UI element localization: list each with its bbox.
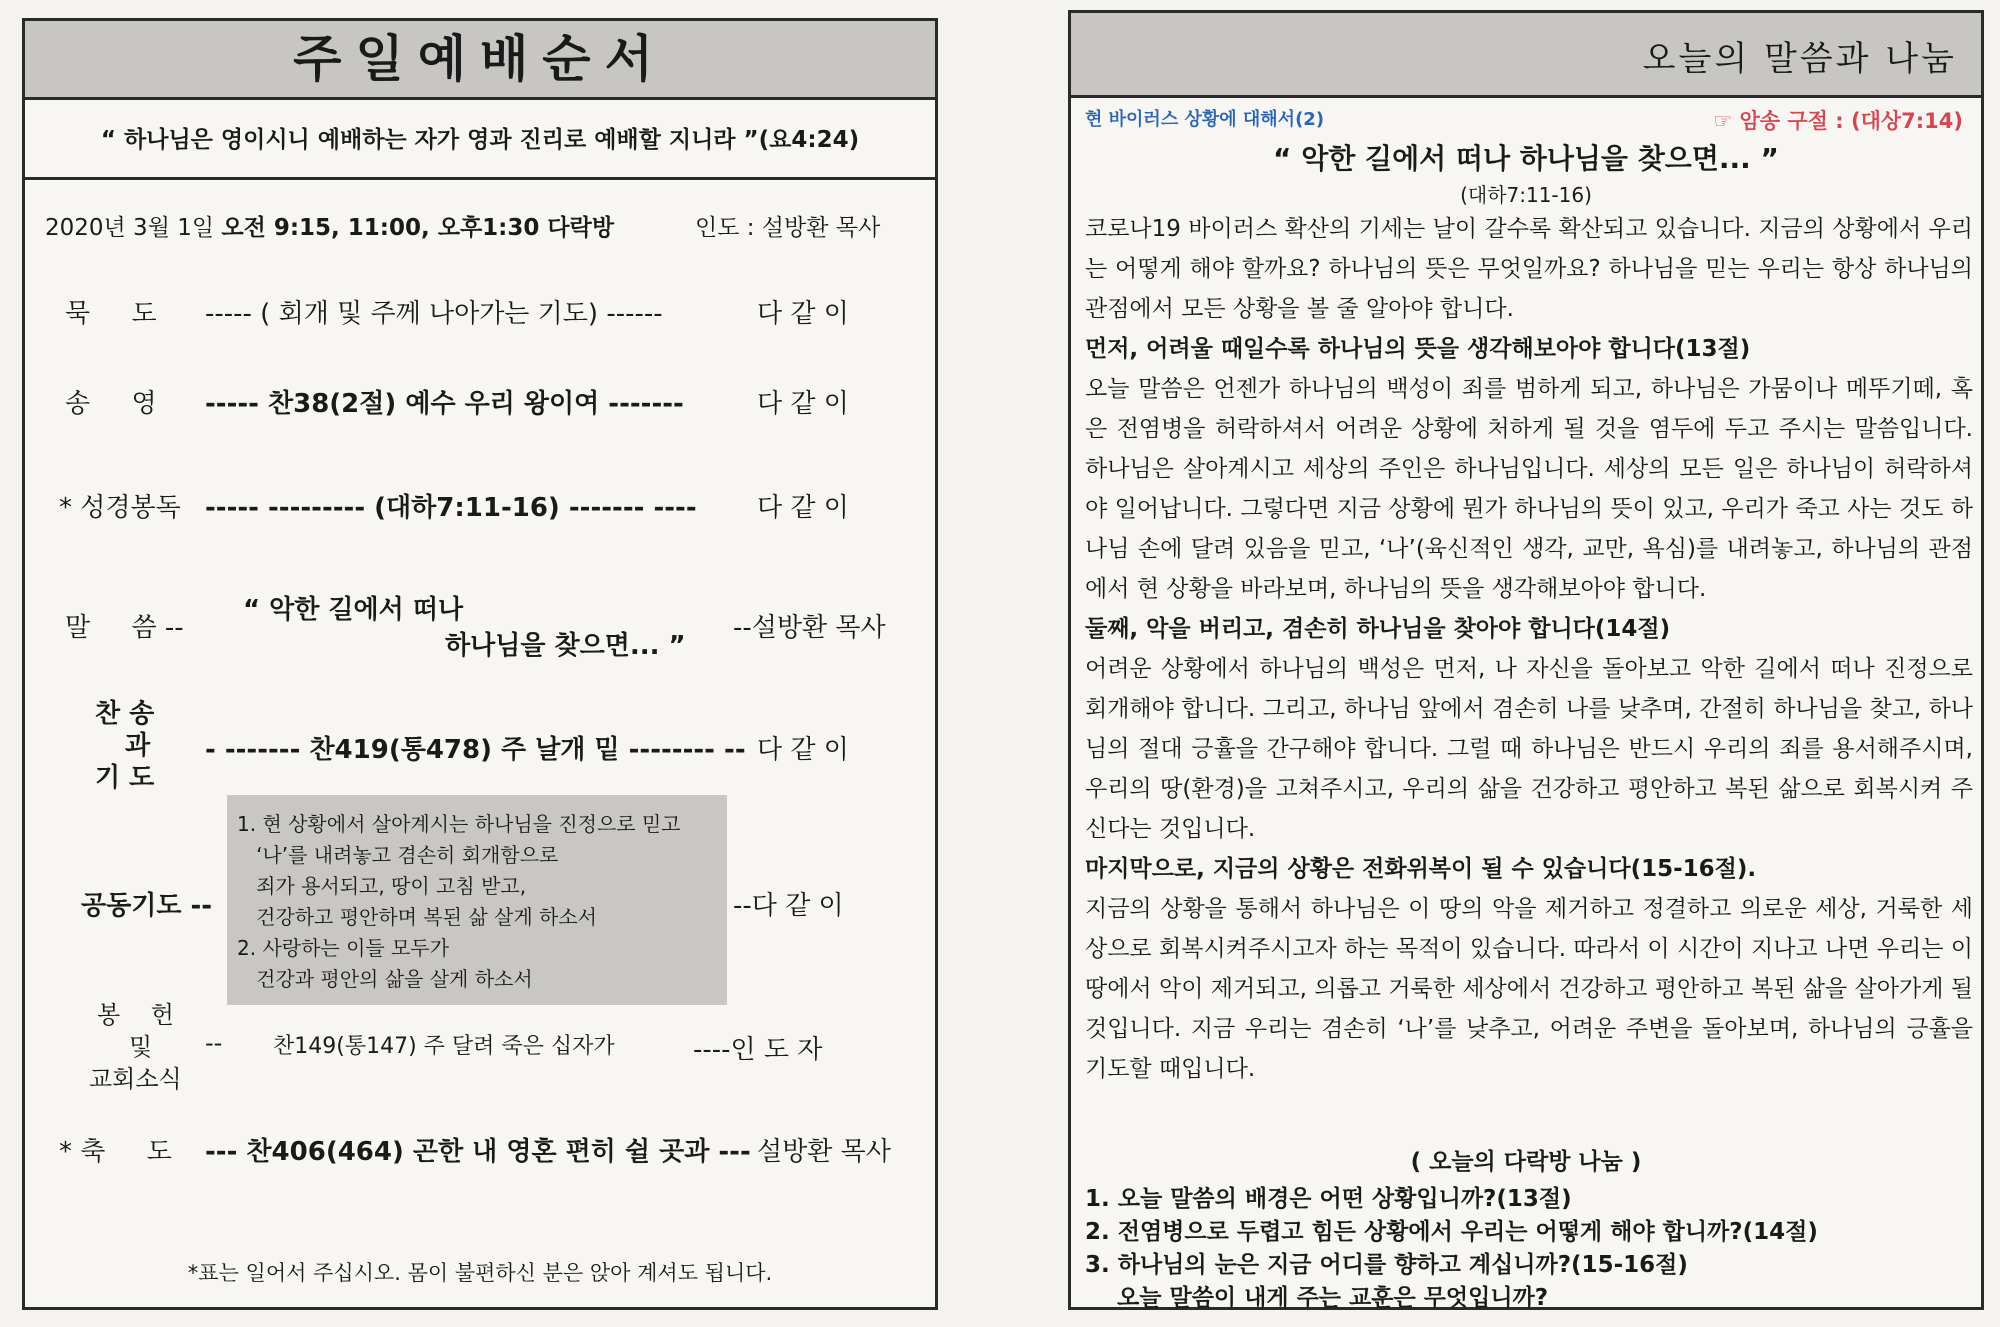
question: 1. 오늘 말씀의 배경은 어떤 상황입니까?(13절) xyxy=(1085,1186,1572,1212)
row-label-line2: 과 xyxy=(125,731,151,761)
row-content: - ------- 찬419(통478) 주 날개 밑 -------- -- xyxy=(205,735,746,765)
row-content: ----- 찬38(2절) 예수 우리 왕이여 ------- xyxy=(205,389,684,419)
order-row-sermon xyxy=(25,589,935,669)
service-date-line xyxy=(45,209,925,242)
header-verse: “ 하나님은 영이시니 예배하는 자가 영과 진리로 예배할 지니라 ”(요4:24) xyxy=(25,100,935,180)
row-label: 말 씀 -- xyxy=(65,613,184,643)
order-row-hymn-prayer xyxy=(25,693,935,793)
prayer-line: 건강과 평안의 삶을 살게 하소서 xyxy=(237,967,533,991)
row-label: 공동기도 -- xyxy=(81,891,213,921)
row-label-line3: 교회소식 xyxy=(89,1065,182,1093)
row-participant: --설방환 목사 xyxy=(733,613,886,643)
paragraph: 지금의 상황을 통해서 하나님은 이 땅의 악을 제거하고 정결하고 의로운 세상, 거룩한 세상으로 회복시켜주시고자 하는 목적이 있습니다. 따라서 이 시간이 지나고 나면 우리는 이 땅에서 악이 제거되고, 의롭고 거룩한 세상에서 건강하고 평안하고 복된 삶을 살아가게 될 것입니다. 지금 우리는 겸손히 ‘나’를 낮추고, 어려운 주변을 돌아보며, 하나님의 긍휼을 기도할 때입니다. xyxy=(1085,896,1973,1082)
paragraph: 오늘 말씀은 언젠가 하나님의 백성이 죄를 범하게 되고, 하나님은 가뭄이나 메뚜기떼, 혹은 전염병을 허락하셔서 어려운 상황에 처하게 될 것을 염두에 두고 주시는 말씀입니다. 하나님은 살아계시고 세상의 주인은 하나님입니다. 세상의 모든 일은 하나님이 허락하셔야 일어납니다. 그렇다면 지금 상황에 뭔가 하나님의 뜻이 있고, 우리가 죽고 사는 것도 하나님 손에 달려 있음을 믿고, ‘나’(육신적인 생각, 교만, 욕심)를 내려놓고, 하나님의 관점에서 현 상황을 바라보며, 하나님의 뜻을 생각해보아야 합니다. xyxy=(1085,376,1973,602)
service-times: 오전 9:15, 11:00, 오후1:30 다락방 xyxy=(221,215,615,241)
prayer-line: 죄가 용서되고, 땅이 고침 받고, xyxy=(237,874,527,898)
row-label: 송 영 xyxy=(65,389,157,419)
paragraph: 코로나19 바이러스 확산의 기세는 날이 갈수록 확산되고 있습니다. 지금의 상황에서 우리는 어떻게 해야 할까요? 하나님의 뜻은 무엇일까요? 하나님을 믿는 우리는 항상 하나님의 관점에서 모든 상황을 볼 줄 알아야 합니다. xyxy=(1085,216,1973,322)
order-row-offering xyxy=(25,995,935,1095)
prayer-line: ‘나’를 내려놓고 겸손히 회개함으로 xyxy=(237,843,559,867)
row-participant: 다 같 이 xyxy=(757,493,849,523)
row-dash: -- xyxy=(205,1029,223,1057)
scripture-reference: (대하7:11-16) xyxy=(1460,183,1592,207)
row-label: * 성경봉독 xyxy=(59,493,181,523)
row-participant: 다 같 이 xyxy=(757,299,849,329)
row-content: --- 찬406(464) 곤한 내 영혼 편히 쉴 곳과 --- xyxy=(205,1137,751,1167)
series-subtitle: 현 바이러스 상황에 대해서(2) xyxy=(1085,109,1325,130)
sermon-title-line1: “ 악한 길에서 떠나 xyxy=(243,595,464,625)
service-date: 2020년 3월 1일 xyxy=(45,215,215,241)
service-leader: 인도 : 설방환 목사 xyxy=(695,215,881,241)
question: 3. 하나님의 눈은 지금 어디를 향하고 계십니까?(15-16절) xyxy=(1085,1252,1688,1278)
worship-order-panel xyxy=(22,18,938,1310)
prayer-line: 건강하고 평안하며 복된 삶 살게 하소서 xyxy=(237,905,597,929)
sermon-header-title: 오늘의 말씀과 나눔 xyxy=(1642,39,1957,79)
row-label-line1: 찬 송 xyxy=(95,699,155,729)
section-heading: 마지막으로, 지금의 상황은 전화위복이 될 수 있습니다(15-16절). xyxy=(1085,856,1757,882)
row-label: 묵 도 xyxy=(65,299,157,329)
section-heading: 둘째, 악을 버리고, 겸손히 하나님을 찾아야 합니다(14절) xyxy=(1085,616,1671,642)
question: 2. 전염병으로 두렵고 힘든 상황에서 우리는 어떻게 해야 합니까?(14절) xyxy=(1085,1219,1818,1245)
sermon-header xyxy=(1071,13,1981,98)
prayer-line: 1. 현 상황에서 살아계시는 하나님을 진정으로 믿고 xyxy=(237,812,681,836)
sermon-body xyxy=(1085,209,1973,1089)
common-prayer-box xyxy=(227,795,727,1005)
prayer-line: 2. 사랑하는 이들 모두가 xyxy=(237,936,450,960)
row-label-line2: 및 xyxy=(129,1033,153,1061)
row-participant: 설방환 목사 xyxy=(757,1137,891,1167)
row-label-line1: 봉 헌 xyxy=(97,1001,174,1029)
worship-order-title: 주일예배순서 xyxy=(25,21,935,100)
sharing-questions xyxy=(1085,1183,1973,1315)
row-participant: ----인 도 자 xyxy=(693,1035,823,1065)
memory-verse: ☞ 암송 구절 : (대상7:14) xyxy=(1713,109,1963,133)
section-heading: 먼저, 어려울 때일수록 하나님의 뜻을 생각해보아야 합니다(13절) xyxy=(1085,336,1751,362)
paragraph: 어려운 상황에서 하나님의 백성은 먼저, 나 자신을 돌아보고 악한 길에서 떠나 진정으로 회개해야 합니다. 그리고, 하나님 앞에서 겸손히 나를 낮추며, 간절히 하나님을 찾고, 하나님의 절대 긍휼을 간구해야 합니다. 그럴 때 하나님은 반드시 우리의 죄를 용서해주시며, 우리의 땅(환경)을 고쳐주시고, 우리의 삶을 건강하고 평안하고 복된 삶으로 회복시켜 주신다는 것입니다. xyxy=(1085,656,1973,842)
sharing-title: ( 오늘의 다락방 나눔 ) xyxy=(1410,1149,1642,1175)
footer-note: *표는 일어서 주십시오. 몸이 불편하신 분은 앉아 계셔도 됩니다. xyxy=(187,1261,773,1285)
row-content: ----- ( 회개 및 주께 나아가는 기도) ------ xyxy=(205,299,663,329)
row-label-line3: 기 도 xyxy=(95,763,155,793)
question: 오늘 말씀이 내게 주는 교훈은 무엇입니까? xyxy=(1085,1285,1549,1311)
sermon-title: “ 악한 길에서 떠나 하나님을 찾으면... ” xyxy=(1273,142,1779,175)
sermon-sharing-panel xyxy=(1068,10,1984,1310)
sermon-title-line2: 하나님을 찾으면... ” xyxy=(445,631,686,661)
row-content: ----- --------- (대하7:11-16) ------- ---- xyxy=(205,493,697,523)
row-content: 찬149(통147) 주 달려 죽은 십자가 xyxy=(273,1034,615,1059)
row-participant: 다 같 이 xyxy=(757,735,849,765)
row-participant: 다 같 이 xyxy=(757,389,849,419)
row-participant: --다 같 이 xyxy=(733,891,844,921)
row-label: * 축 도 xyxy=(59,1137,172,1167)
